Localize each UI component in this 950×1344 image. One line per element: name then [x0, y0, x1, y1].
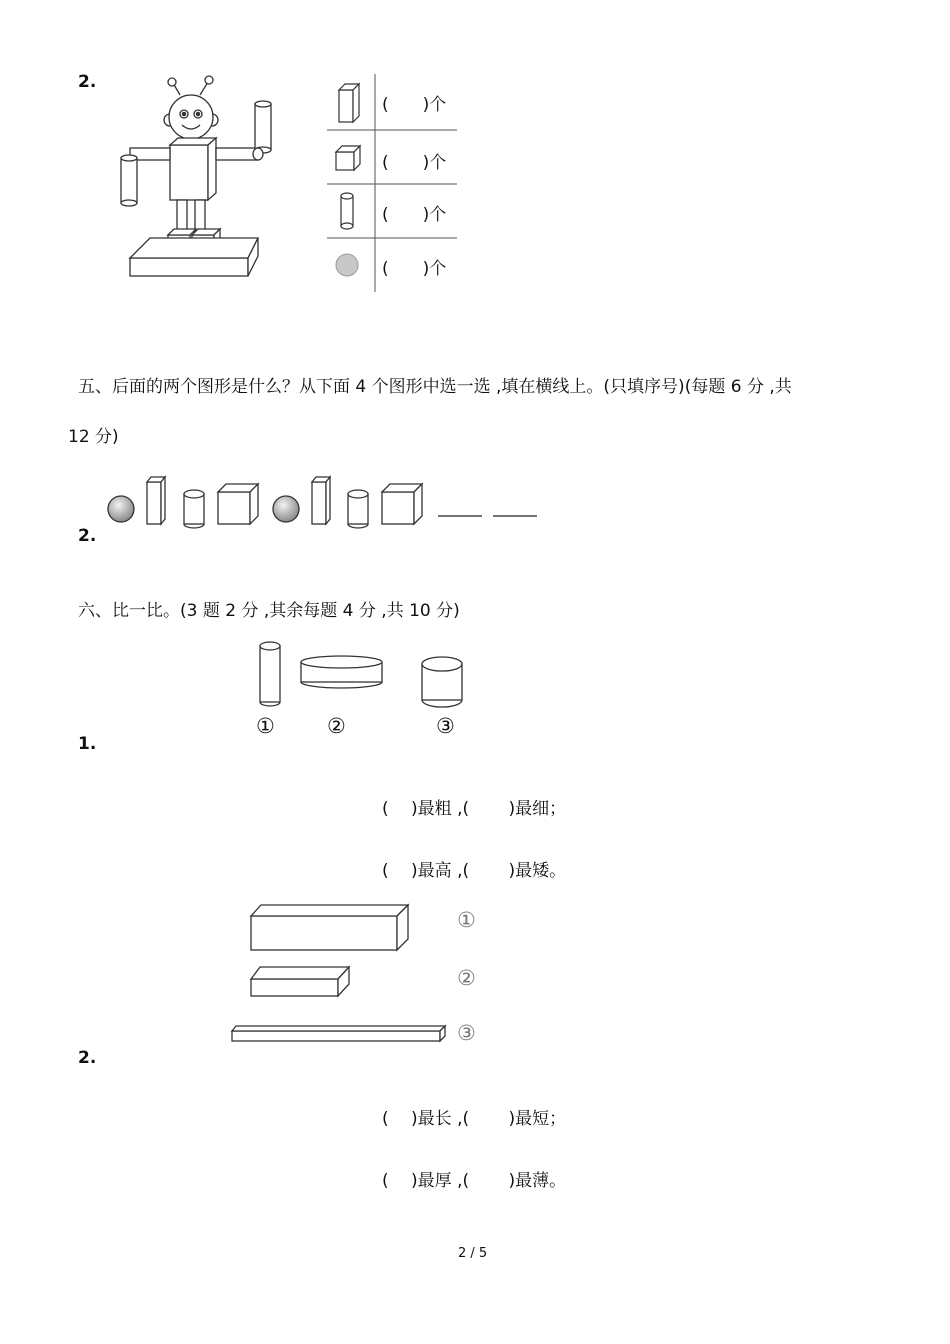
table-row-3-blank[interactable]: ( )个 — [382, 205, 447, 225]
sequence-sphere-2 — [273, 496, 299, 522]
section5-q2-number: 2. — [78, 526, 97, 546]
sequence-cube-2 — [382, 484, 422, 524]
cylinder-wide — [301, 656, 382, 688]
q1-answer-line2[interactable]: ( )最高 ,( )最矮。 — [382, 861, 567, 881]
board-label-1: ① — [457, 908, 476, 932]
cylinder-icon — [341, 193, 353, 229]
shape-sequence — [100, 470, 550, 530]
sphere-icon — [336, 254, 358, 276]
cylinder-label-3: ③ — [436, 714, 455, 738]
sequence-cuboid-1 — [147, 477, 165, 524]
q4-number: 2. — [78, 72, 97, 92]
cylinder-medium — [422, 657, 462, 707]
board-1 — [251, 905, 408, 950]
section6-q2-number: 2. — [78, 1048, 97, 1068]
board-2 — [251, 967, 349, 996]
section6-heading: 六、比一比。(3 题 2 分 ,其余每题 4 分 ,共 10 分) — [78, 601, 460, 621]
q2-answer-line1[interactable]: ( )最长 ,( )最短； — [382, 1109, 567, 1129]
page-number: 2 / 5 — [458, 1246, 488, 1261]
table-row-4-blank[interactable]: ( )个 — [382, 259, 447, 279]
board-label-2: ② — [457, 966, 476, 990]
table-row-2-blank[interactable]: ( )个 — [382, 153, 447, 173]
sequence-sphere-1 — [108, 496, 134, 522]
section6-q1-number: 1. — [78, 734, 97, 754]
q2-answer-line2[interactable]: ( )最厚 ,( )最薄。 — [382, 1171, 567, 1191]
section5-heading-line1: 五、后面的两个图形是什么？从下面 4 个图形中选一选 ,填在横线上。(只填序号)(每题 6 分 ,共 — [78, 377, 792, 397]
boards-figure — [230, 900, 460, 1050]
cylinder-label-1: ① — [256, 714, 275, 738]
board-label-3: ③ — [457, 1021, 476, 1045]
board-3 — [232, 1026, 445, 1041]
section5-heading-line2: 12 分) — [68, 427, 119, 447]
sequence-cylinder-2 — [348, 490, 368, 528]
cuboid-icon — [339, 84, 359, 122]
sequence-cuboid-2 — [312, 477, 330, 524]
sequence-cylinder-1 — [184, 490, 204, 528]
cube-icon — [336, 146, 360, 170]
cylinders-figure — [250, 640, 480, 710]
table-row-1-blank[interactable]: ( )个 — [382, 95, 447, 115]
cylinder-label-2: ② — [327, 714, 346, 738]
q1-answer-line1[interactable]: ( )最粗 ,( )最细； — [382, 799, 567, 819]
sequence-cube-1 — [218, 484, 258, 524]
cylinder-thin — [260, 642, 280, 706]
shape-count-table — [327, 74, 457, 292]
